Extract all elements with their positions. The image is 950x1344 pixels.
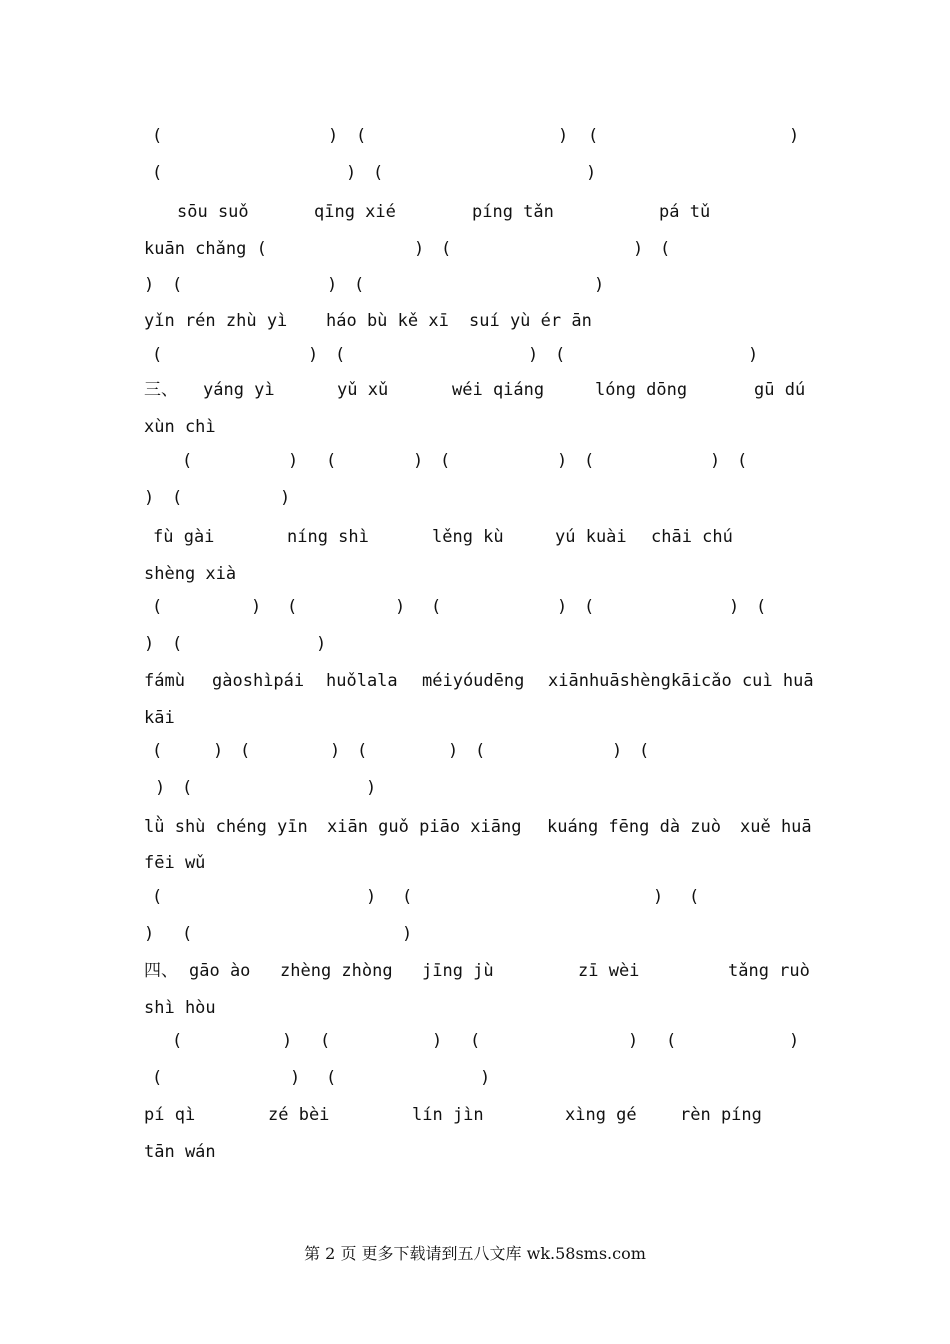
bracket-open: (	[172, 1031, 183, 1051]
bracket-open: (	[431, 597, 442, 617]
bracket-open: (	[326, 451, 337, 471]
bracket-close: )	[316, 634, 327, 654]
line-8	[0, 379, 950, 403]
pinyin-word: gāo ào	[189, 961, 251, 981]
line-11	[0, 487, 950, 511]
bracket-open: (	[182, 451, 193, 471]
bracket-open: (	[584, 597, 595, 617]
line-17	[0, 707, 950, 731]
bracket-close: )	[633, 239, 644, 259]
pinyin-word: yǐn rén zhù yì	[144, 311, 288, 331]
pinyin-word: gū dú	[754, 380, 806, 400]
bracket-open: (	[588, 126, 599, 146]
pinyin-word: pí qì	[144, 1105, 196, 1125]
bracket-open: (	[639, 741, 650, 761]
bracket-close: )	[290, 1068, 301, 1088]
line-14	[0, 596, 950, 620]
pinyin-word: kuáng fēng dà zuò	[547, 817, 721, 837]
section-number: 三、	[144, 380, 178, 400]
bracket-open: (	[182, 778, 193, 798]
line-21	[0, 852, 950, 876]
bracket-open: (	[660, 239, 671, 259]
line-6	[0, 310, 950, 334]
line-25	[0, 997, 950, 1021]
pinyin-word: fēi wǔ	[144, 853, 206, 873]
pinyin-word: tǎng ruò	[728, 961, 810, 981]
bracket-open: (	[240, 741, 251, 761]
pinyin-word: kuān chǎng (	[144, 239, 267, 259]
line-3	[0, 201, 950, 225]
pinyin-word: rèn píng	[680, 1105, 762, 1125]
bracket-open: (	[402, 887, 413, 907]
line-2	[0, 162, 950, 186]
pinyin-word: zī wèi	[578, 961, 640, 981]
line-27	[0, 1067, 950, 1091]
line-15	[0, 633, 950, 657]
pinyin-word: suí yù ér ān	[469, 311, 592, 331]
pinyin-word: fámù	[144, 671, 185, 691]
pinyin-word: lǜ shù chéng yīn	[144, 817, 308, 837]
pinyin-word: xìng gé	[565, 1105, 637, 1125]
bracket-close: )	[366, 778, 377, 798]
bracket-close: )	[282, 1031, 293, 1051]
bracket-open: (	[737, 451, 748, 471]
pinyin-word: pá tǔ	[659, 202, 711, 222]
line-16	[0, 670, 950, 694]
bracket-open: (	[152, 163, 163, 183]
pinyin-word: cǎo cuì huā	[701, 671, 814, 691]
bracket-close: )	[288, 451, 299, 471]
pinyin-word: xùn chì	[144, 417, 216, 437]
pinyin-word: xuě huā	[740, 817, 812, 837]
bracket-open: (	[354, 275, 365, 295]
bracket-open: (	[152, 597, 163, 617]
pinyin-word: níng shì	[287, 527, 369, 547]
pinyin-word: lín jìn	[412, 1105, 484, 1125]
pinyin-word: xiān guǒ piāo xiāng	[327, 817, 522, 837]
bracket-close: )	[327, 275, 338, 295]
bracket-close: )	[628, 1031, 639, 1051]
bracket-open: (	[441, 239, 452, 259]
bracket-close: )	[328, 126, 339, 146]
bracket-close: )	[251, 597, 262, 617]
bracket-close: )	[144, 275, 155, 295]
bracket-close: )	[557, 451, 568, 471]
bracket-open: (	[172, 275, 183, 295]
bracket-open: (	[689, 887, 700, 907]
bracket-open: (	[584, 451, 595, 471]
pinyin-word: tān wán	[144, 1142, 216, 1162]
pinyin-word: fù gài	[153, 527, 215, 547]
line-23	[0, 923, 950, 947]
line-24	[0, 960, 950, 984]
bracket-close: )	[144, 634, 155, 654]
pinyin-word: qīng xié	[314, 202, 396, 222]
pinyin-word: kāi	[144, 708, 175, 728]
line-18	[0, 740, 950, 764]
bracket-close: )	[557, 597, 568, 617]
line-20	[0, 816, 950, 840]
bracket-close: )	[729, 597, 740, 617]
bracket-close: )	[144, 488, 155, 508]
bracket-open: (	[172, 634, 183, 654]
bracket-close: )	[280, 488, 291, 508]
bracket-close: )	[710, 451, 721, 471]
bracket-close: )	[155, 778, 166, 798]
bracket-close: )	[594, 275, 605, 295]
line-26	[0, 1030, 950, 1054]
bracket-close: )	[653, 887, 664, 907]
bracket-open: (	[320, 1031, 331, 1051]
bracket-open: (	[326, 1068, 337, 1088]
pinyin-word: yáng yì	[203, 380, 275, 400]
bracket-open: (	[152, 887, 163, 907]
pinyin-word: píng tǎn	[472, 202, 554, 222]
bracket-close: )	[432, 1031, 443, 1051]
bracket-close: )	[748, 345, 759, 365]
pinyin-word: xiānhuāshèngkāi	[548, 671, 702, 691]
pinyin-word: sōu suǒ	[177, 202, 249, 222]
line-4	[0, 238, 950, 262]
line-13	[0, 563, 950, 587]
pinyin-word: zhèng zhòng	[280, 961, 393, 981]
pinyin-word: huǒlala	[326, 671, 398, 691]
bracket-open: (	[287, 597, 298, 617]
bracket-open: (	[335, 345, 346, 365]
pinyin-word: shèng xià	[144, 564, 237, 584]
bracket-open: (	[666, 1031, 677, 1051]
bracket-open: (	[440, 451, 451, 471]
bracket-close: )	[213, 741, 224, 761]
line-1	[0, 125, 950, 149]
bracket-close: )	[330, 741, 341, 761]
bracket-close: )	[346, 163, 357, 183]
bracket-open: (	[555, 345, 566, 365]
bracket-open: (	[373, 163, 384, 183]
bracket-close: )	[308, 345, 319, 365]
bracket-open: (	[356, 126, 367, 146]
bracket-close: )	[612, 741, 623, 761]
line-19	[0, 777, 950, 801]
line-28	[0, 1104, 950, 1128]
bracket-close: )	[402, 924, 413, 944]
bracket-open: (	[152, 126, 163, 146]
bracket-close: )	[395, 597, 406, 617]
bracket-open: (	[756, 597, 767, 617]
line-7	[0, 344, 950, 368]
line-5	[0, 274, 950, 298]
pinyin-word: wéi qiáng	[452, 380, 545, 400]
pinyin-word: méiyóudēng	[422, 671, 525, 691]
line-22	[0, 886, 950, 910]
bracket-close: )	[480, 1068, 491, 1088]
bracket-close: )	[366, 887, 377, 907]
pinyin-word: yú kuài	[555, 527, 627, 547]
bracket-close: )	[789, 1031, 800, 1051]
pinyin-word: gàoshìpái	[212, 671, 305, 691]
line-9	[0, 416, 950, 440]
bracket-close: )	[144, 924, 155, 944]
pinyin-word: shì hòu	[144, 998, 216, 1018]
page-footer: 第 2 页 更多下载请到五八文库 wk.58sms.com	[304, 1244, 646, 1263]
bracket-open: (	[172, 488, 183, 508]
pinyin-word: lěng kù	[432, 527, 504, 547]
pinyin-word: chāi chú	[651, 527, 733, 547]
bracket-open: (	[475, 741, 486, 761]
bracket-open: (	[152, 741, 163, 761]
bracket-close: )	[528, 345, 539, 365]
bracket-close: )	[586, 163, 597, 183]
section-number: 四、	[144, 961, 178, 981]
bracket-close: )	[413, 451, 424, 471]
bracket-open: (	[357, 741, 368, 761]
bracket-close: )	[414, 239, 425, 259]
pinyin-word: jīng jù	[422, 961, 494, 981]
line-10	[0, 450, 950, 474]
bracket-close: )	[448, 741, 459, 761]
bracket-open: (	[152, 1068, 163, 1088]
pinyin-word: háo bù kě xī	[326, 311, 449, 331]
bracket-close: )	[789, 126, 800, 146]
bracket-close: )	[558, 126, 569, 146]
pinyin-word: zé bèi	[268, 1105, 330, 1125]
line-12	[0, 526, 950, 550]
line-29	[0, 1141, 950, 1165]
bracket-open: (	[182, 924, 193, 944]
pinyin-word: yǔ xǔ	[337, 380, 389, 400]
bracket-open: (	[152, 345, 163, 365]
bracket-open: (	[470, 1031, 481, 1051]
pinyin-word: lóng dōng	[595, 380, 688, 400]
